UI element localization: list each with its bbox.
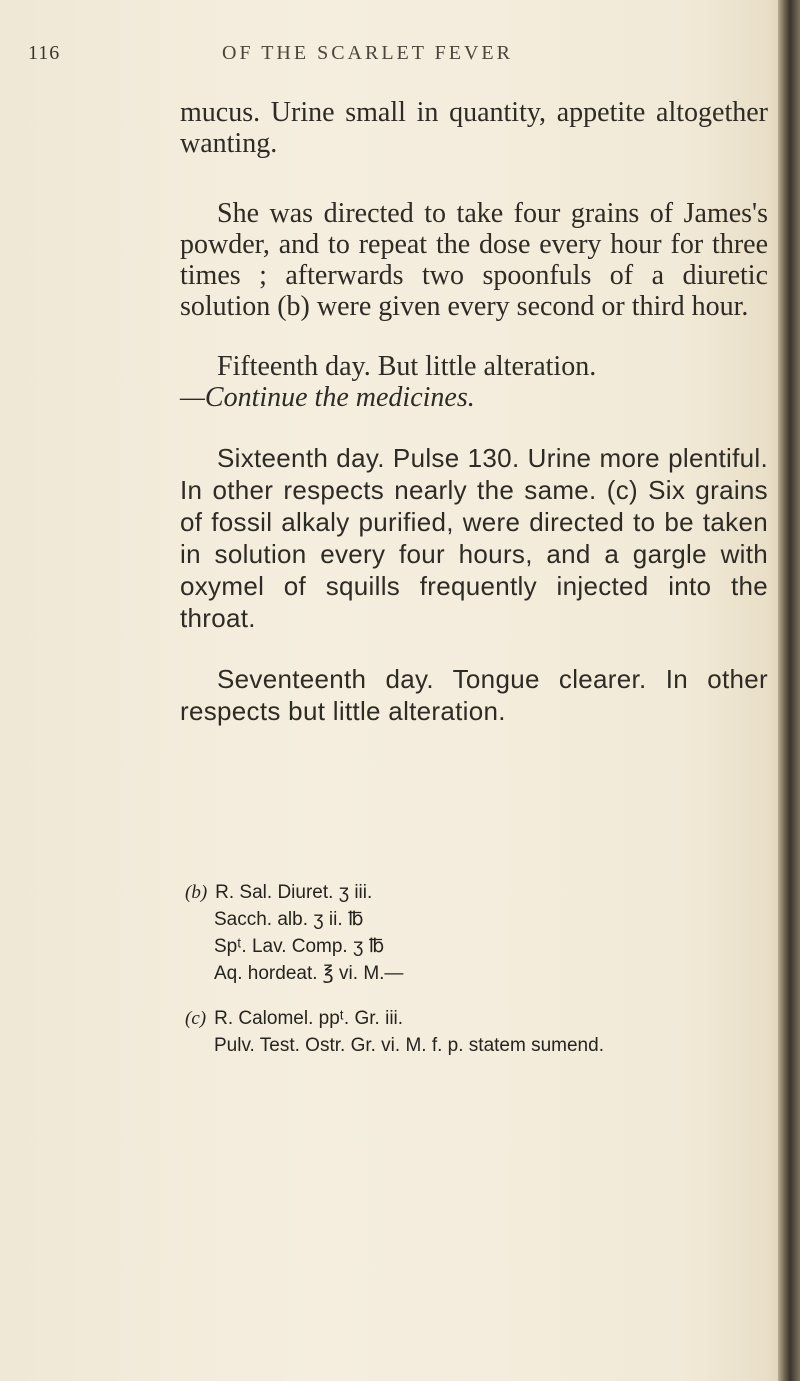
paragraph-fifteenth-day bbox=[180, 351, 768, 413]
footnote-line bbox=[185, 879, 785, 906]
footnote-c bbox=[185, 1005, 785, 1059]
footnote-line: Aq. hordeat. ℥ vi. M.— bbox=[214, 963, 404, 984]
body-text bbox=[180, 97, 768, 756]
paragraph-james-powder bbox=[180, 198, 768, 322]
book-gutter bbox=[778, 0, 800, 1381]
paragraph-seventeenth-day bbox=[180, 663, 768, 727]
footnote-b bbox=[185, 879, 785, 987]
paragraph-continuation bbox=[180, 97, 768, 159]
footnote-line bbox=[185, 1005, 785, 1032]
paragraph-text: Fifteenth day. But little alteration. bbox=[217, 351, 597, 382]
paragraph-text: She was directed to take four grains of James's powder, and to repeat the dose every hour for three times ; afterwards two spoonfuls of a diuretic solution (b) were given every second or third hour. bbox=[180, 198, 768, 322]
paragraph-text: mucus. Urine small in quantity, appetite altogether wanting. bbox=[180, 97, 768, 159]
footnote-mark: (b) bbox=[185, 882, 208, 903]
paragraph-text: Seventeenth day. Tongue clearer. In other respects but little alteration. bbox=[180, 664, 768, 726]
footnotes bbox=[185, 879, 785, 1077]
footnote-line: Spᵗ. Lav. Comp. ʒ ℔ bbox=[214, 936, 385, 957]
footnote-text: R. Sal. Diuret. ʒ iii. bbox=[215, 882, 373, 903]
running-head: OF THE SCARLET FEVER bbox=[222, 42, 513, 64]
paragraph-italic-instruction: —Continue the medicines. bbox=[180, 382, 475, 413]
footnote-text: R. Calomel. ppᵗ. Gr. iii. bbox=[214, 1008, 404, 1029]
paragraph-sixteenth-day bbox=[180, 442, 768, 634]
footnote-mark: (c) bbox=[185, 1008, 207, 1029]
footnote-line: Pulv. Test. Ostr. Gr. vi. M. f. p. statem sumend. bbox=[214, 1035, 604, 1056]
paragraph-text: Sixteenth day. Pulse 130. Urine more plentiful. In other respects nearly the same. (c) Six grains of fossil alkaly purified, were directed to be taken in solution every four hours, and a gargle with oxymel of squills frequently injected into the throat. bbox=[180, 443, 768, 633]
footnote-line: Sacch. alb. ʒ ii. ℔ bbox=[214, 909, 364, 930]
page-header bbox=[28, 28, 760, 68]
page-number: 116 bbox=[28, 42, 61, 64]
